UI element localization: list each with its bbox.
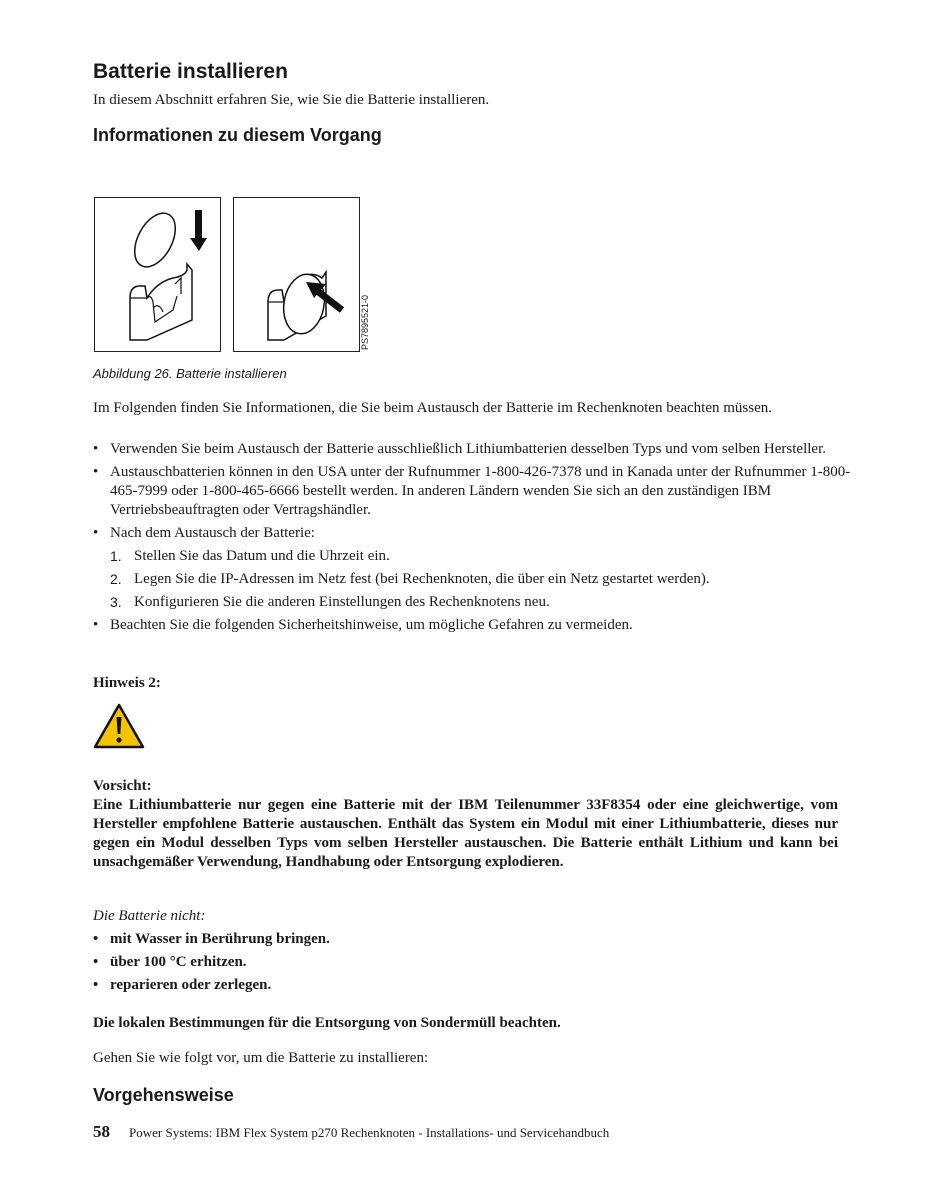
list-item: • Verwenden Sie beim Austausch der Batterie ausschließlich Lithiumbatterien desselben Typs und vom selben Hersteller. — [93, 440, 853, 459]
warning-triangle-icon — [93, 703, 145, 749]
figure-panel-right — [233, 197, 360, 352]
intro-text: In diesem Abschnitt erfahren Sie, wie Sie die Batterie installieren. — [93, 92, 490, 108]
list-item: • Beachten Sie die folgenden Sicherheitshinweise, um mögliche Gefahren zu vermeiden. — [93, 616, 853, 635]
list-item: • reparieren oder zerlegen. — [93, 976, 853, 995]
list-item: 1. Stellen Sie das Datum und die Uhrzeit ein. — [110, 548, 390, 564]
figure-id: PS7895521-0 — [360, 294, 370, 350]
list-item: • mit Wasser in Berührung bringen. — [93, 930, 853, 949]
after-replacement-steps — [110, 547, 853, 612]
list-item: • über 100 °C erhitzen. — [93, 953, 853, 972]
info-intro: Im Folgenden finden Sie Informationen, die Sie beim Austausch der Batterie im Rechenknoten beachten müssen. — [93, 400, 772, 416]
donot-list — [93, 930, 853, 999]
figure-panel-left — [94, 197, 221, 352]
list-item: • Austauschbatterien können in den USA unter der Rufnummer 1-800-426-7378 und in Kanada unter der Rufnummer 1-800-465-7999 oder 1-800-465-6666 bestellt werden. In anderen Ländern wenden Sie sich an den zuständigen IBM Vertriebsbeauftragten oder Vertragshändler. — [93, 463, 853, 520]
section-heading-procedure: Vorgehensweise — [93, 1085, 234, 1105]
list-item: 3. Konfigurieren Sie die anderen Einstellungen des Rechenknotens neu. — [110, 594, 550, 610]
page-title: Batterie installieren — [93, 60, 288, 83]
caution-label: Vorsicht: — [93, 778, 152, 794]
page-number: 58 — [93, 1122, 110, 1141]
figure-caption: Abbildung 26. Batterie installieren — [93, 366, 287, 381]
battery-seated-illustration — [234, 198, 359, 351]
battery-insert-illustration — [95, 198, 220, 351]
notice-label: Hinweis 2: — [93, 675, 161, 691]
section-heading-about: Informationen zu diesem Vorgang — [93, 125, 382, 145]
disposal-text: Die lokalen Bestimmungen für die Entsorgung von Sondermüll beachten. — [93, 1015, 561, 1031]
donot-label: Die Batterie nicht: — [93, 908, 206, 924]
footer-text: Power Systems: IBM Flex System p270 Rechenknoten - Installations- und Servicehandbuch — [129, 1125, 610, 1140]
caution-text: Eine Lithiumbatterie nur gegen eine Batterie mit der IBM Teilenummer 33F8354 oder eine gleichwertige, vom Hersteller empfohlene Batterie austauschen. Enthält das System ein Modul mit einer Lithiumbatterie, dieses nur gegen ein Modul desselben Typs vom selben Hersteller austauschen. Die Batterie enthält Lithium und kann bei unsachgemäßer Verwendung, Handhabung oder Entsorgung explodieren. — [93, 797, 838, 870]
list-item: • Nach dem Austausch der Batterie: 1. Stellen Sie das Datum und die Uhrzeit ein. 2. Legen Sie die IP-Adressen im Netz fest (bei Rechenknoten, die über ein Netz gestartet werden). 3. Konfigurieren Sie die anderen Einstellungen des Rechenknotens neu. — [93, 524, 853, 612]
list-item: 2. Legen Sie die IP-Adressen im Netz fest (bei Rechenknoten, die über ein Netz gestartet werden). — [110, 571, 710, 587]
info-bullet-list — [93, 440, 853, 639]
proceed-text: Gehen Sie wie folgt vor, um die Batterie zu installieren: — [93, 1050, 429, 1066]
